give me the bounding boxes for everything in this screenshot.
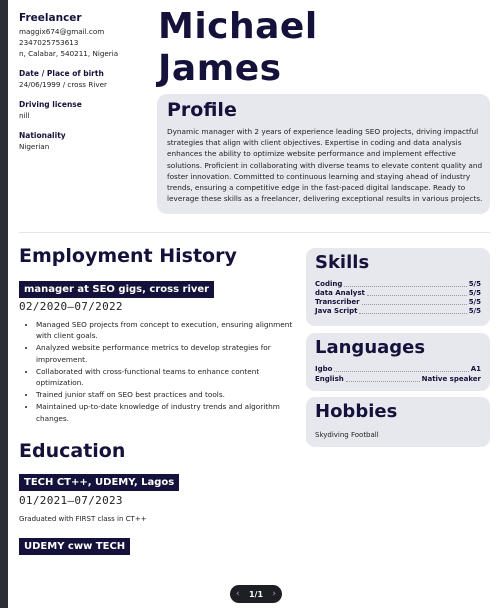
license-label: Driving license: [19, 100, 82, 109]
profile-title: Profile: [167, 99, 237, 121]
skill-row: [315, 298, 481, 307]
skill-level: 5/5: [468, 307, 481, 315]
skill-row: [315, 289, 481, 298]
nationality-value: Nigerian: [19, 142, 50, 151]
skill-name: data Analyst: [315, 289, 365, 297]
last-name: James: [158, 48, 282, 89]
skill-row: [315, 280, 481, 289]
education-school-tag-2: UDEMY cww TECH: [19, 538, 130, 555]
contact-column: [19, 12, 149, 152]
skill-level: 5/5: [468, 280, 481, 288]
skill-name: Java Script: [315, 307, 358, 315]
job-bullet: • Maintained up-to-date knowledge of industry trends and algorithm changes.: [36, 401, 298, 423]
prev-page-button[interactable]: ‹: [236, 589, 240, 599]
skill-name: Transcriber: [315, 298, 360, 306]
employment-title: Employment History: [19, 245, 237, 267]
page-navigator: [230, 585, 282, 603]
skill-row: [315, 307, 481, 316]
language-row: [315, 375, 481, 384]
dot-leader: [334, 371, 468, 372]
skill-level: 5/5: [468, 298, 481, 306]
language-level: A1: [470, 365, 481, 373]
skill-name: Coding: [315, 280, 343, 288]
job-bullet: • Trained junior staff on SEO best practices and tools.: [36, 389, 298, 400]
education-title: Education: [19, 440, 126, 462]
dob-value: 24/06/1999 / cross River: [19, 80, 107, 89]
hobbies-title: Hobbies: [315, 401, 398, 422]
hobbies-section: [306, 397, 490, 447]
dot-leader: [346, 381, 420, 382]
person-name: [158, 6, 318, 90]
language-row: [315, 365, 481, 374]
profile-text: Dynamic manager with 2 years of experience leading SEO projects, driving impactful strategies that align with client objectives. Expertise in coding and data analysis enhances the ability to optimize website performance and implement effective solutions. Proficient in collaborating with diverse teams to elevate content quality and foster innovation. Committed to continuous learning and staying ahead of industry trends, ensuring a competitive edge in the fast-paced digital landscape. Ready to leverage these skills as a freelancer, delivering exceptional results in various projects.: [167, 127, 483, 204]
email: maggix674@gmail.com: [19, 27, 105, 36]
education-note: Graduated with FIRST class in CT++: [19, 515, 147, 523]
divider: [19, 232, 490, 233]
left-edge-bar: [0, 0, 8, 608]
languages-section: [306, 333, 490, 391]
job-bullet: • Collaborated with cross-functional teams to enhance content optimization.: [36, 366, 298, 388]
license-value: nill: [19, 111, 30, 120]
job-title-tag: manager at SEO gigs, cross river: [19, 281, 214, 298]
dot-leader: [362, 304, 467, 305]
language-name: Igbo: [315, 365, 333, 373]
hobbies-text: Skydiving Football: [315, 431, 379, 439]
education-school-tag: TECH CT++, UDEMY, Lagos: [19, 474, 179, 491]
page-indicator: 1/1: [248, 589, 264, 599]
language-name: English: [315, 375, 344, 383]
nationality-label: Nationality: [19, 131, 66, 140]
languages-title: Languages: [315, 337, 426, 358]
profile-section: [157, 94, 490, 214]
dot-leader: [344, 286, 466, 287]
dob-label: Date / Place of birth: [19, 69, 104, 78]
language-level: Native speaker: [421, 375, 481, 383]
skill-level: 5/5: [468, 289, 481, 297]
next-page-button[interactable]: ›: [272, 589, 276, 599]
first-name: Michael: [158, 6, 318, 47]
phone: 2347025753613: [19, 38, 79, 47]
headline: Freelancer: [19, 12, 82, 24]
dot-leader: [367, 295, 467, 296]
address: n, Calabar, 540211, Nigeria: [19, 49, 119, 58]
job-bullet: • Managed SEO projects from concept to execution, ensuring alignment with client goals.: [36, 319, 298, 341]
skills-section: [306, 248, 490, 326]
education-dates: 01/2021—07/2023: [19, 494, 123, 507]
job-bullets: [26, 319, 298, 425]
job-dates: 02/2020—07/2022: [19, 300, 123, 313]
job-bullet: • Analyzed website performance metrics to develop strategies for improvement.: [36, 342, 298, 364]
skills-title: Skills: [315, 252, 370, 273]
dot-leader: [359, 313, 466, 314]
